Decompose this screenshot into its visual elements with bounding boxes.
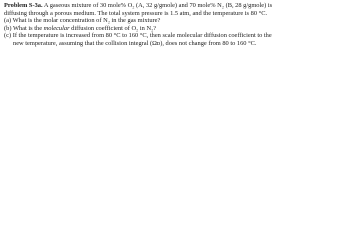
part-text-before: What is the xyxy=(12,24,44,32)
part-text-after: diffusion coefficient of O₂ in N₂? xyxy=(69,24,157,32)
problem-part-c xyxy=(4,32,347,47)
problem-intro-line1: A gaseous mixture of 30 mole% O₂ (A, 32 g/gmole) and 70 mole% N₂ (B, 28 g/gmole) is xyxy=(43,2,273,9)
part-text: What is the molar concentration of N₂ in the gas mixture? xyxy=(12,17,161,25)
problem-parts xyxy=(4,17,347,47)
part-continuation: new temperature, assuming that the collision integral (Ωᴅ), does not change from 80 to 160 °C. xyxy=(13,39,257,47)
part-marker: (b) xyxy=(4,24,12,32)
problem-intro-line2: diffusing through a porous medium. The total system pressure is 1.5 atm, and the temperature is 80 °C. xyxy=(4,9,268,17)
problem-label: Problem S-3a. xyxy=(4,2,43,9)
problem-block xyxy=(0,0,350,60)
part-marker: (a) xyxy=(4,17,12,25)
problem-part-a xyxy=(4,17,347,25)
problem-intro xyxy=(4,2,347,17)
part-text-italic: molecular xyxy=(43,24,70,32)
part-marker: (c) xyxy=(4,32,12,40)
part-text: If the temperature is increased from 80 °C to 160 °C, then scale molecular diffusion coefficient to the xyxy=(12,32,272,40)
problem-part-b xyxy=(4,25,347,33)
